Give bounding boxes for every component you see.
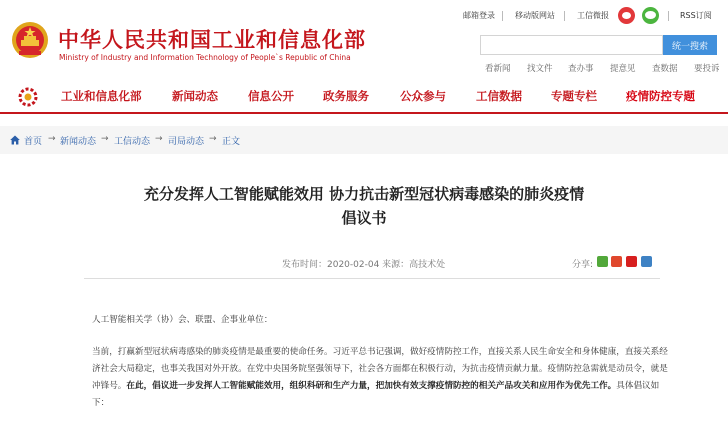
rss-link[interactable]: RSS订阅: [680, 11, 712, 20]
paragraph-text: 当前，打赢新型冠状病毒感染的肺炎疫情是最重要的使命任务。习近平总书记强调，做好疫情防控工作，直接关系人民生命安全和身体健康，直接关系经济社会大局稳定，也事关我国对外开放。在党中央国务院坚强领导下，社会各方面都在积极行动，为抗击疫情贡献力量。疫情防控急需就是动员令，就是冲锋号。: [92, 347, 668, 391]
top-links: [450, 9, 728, 23]
quicklink-docs[interactable]: 找文件: [527, 64, 553, 74]
email-login-link[interactable]: 邮箱登录: [463, 11, 495, 20]
quicklink-complaint[interactable]: 要投诉: [694, 64, 720, 74]
quicklink-services[interactable]: 查办事: [568, 64, 594, 74]
site-title[interactable]: 中华人民共和国工业和信息化部: [58, 28, 366, 52]
breadcrumb-current: 正文: [222, 137, 241, 147]
site-header: [0, 0, 728, 78]
breadcrumb-sep: →: [101, 134, 109, 144]
wechat-share-icon[interactable]: [597, 256, 608, 267]
publish-info: 发布时间：2020-02-04 来源：高技术处: [282, 260, 446, 270]
nav-divider: [0, 112, 728, 114]
quicklink-feedback[interactable]: 提意见: [610, 64, 636, 74]
share-label: 分享:: [572, 260, 594, 270]
divider: [84, 278, 660, 279]
quicklink-data[interactable]: 查数据: [652, 64, 678, 74]
breadcrumb-sep: →: [209, 134, 217, 144]
breadcrumb: [0, 126, 728, 154]
breadcrumb-sep: →: [48, 134, 56, 144]
breadcrumb-news[interactable]: 新闻动态: [60, 137, 97, 147]
wechat-icon[interactable]: [642, 7, 659, 24]
weibo-share-icon[interactable]: [611, 256, 622, 267]
breadcrumb-home[interactable]: 首页: [24, 137, 43, 147]
nav-public-participation[interactable]: 公众参与: [400, 89, 446, 103]
main-nav: [0, 80, 728, 112]
paragraph-tail: 具体倡议如下：: [92, 381, 660, 408]
breadcrumb-miit-news[interactable]: 工信动态: [114, 137, 151, 147]
nav-data[interactable]: 工信数据: [476, 89, 522, 103]
paragraph-bold-text: 在此，倡议进一步发挥人工智能赋能效用，组织科研和生产力量，把加快有效支撑疫情防控的相关产品攻关和应用作为优先工作。: [126, 381, 617, 391]
quick-links: [480, 62, 728, 74]
article-title-line2: 倡议书: [341, 209, 387, 227]
nav-info-disclosure[interactable]: 信息公开: [248, 89, 294, 103]
divider: [564, 11, 565, 21]
quicklink-news[interactable]: 看新闻: [485, 64, 511, 74]
national-emblem-icon[interactable]: [11, 20, 49, 60]
nav-special-topics[interactable]: 专题专栏: [551, 89, 597, 103]
article-title: 充分发挥人工智能赋能效用 协力抗击新型冠状病毒感染的肺炎疫情: [143, 185, 585, 203]
nav-news[interactable]: 新闻动态: [172, 89, 218, 103]
pdf-share-icon[interactable]: [626, 256, 637, 267]
salutation: 人工智能相关学（协）会、联盟、企事业单位：: [92, 315, 273, 325]
qq-share-icon[interactable]: [641, 256, 652, 267]
weibo-icon[interactable]: [618, 7, 635, 24]
nav-epidemic-topic[interactable]: 疫情防控专题: [626, 89, 695, 103]
site-subtitle: Ministry of Industry and Information Technology of People`s Republic of China: [59, 53, 351, 62]
divider: [502, 11, 503, 21]
miit-logo-icon[interactable]: [18, 87, 38, 107]
mobile-site-link[interactable]: 移动版网站: [515, 11, 555, 20]
search-input[interactable]: [480, 35, 663, 55]
breadcrumb-sep: →: [155, 134, 163, 144]
nav-miit[interactable]: 工业和信息化部: [61, 89, 142, 103]
article-paragraph: [92, 344, 672, 412]
breadcrumb-bureau-news[interactable]: 司局动态: [168, 137, 205, 147]
home-icon: [10, 135, 20, 145]
nav-gov-services[interactable]: 政务服务: [323, 89, 369, 103]
wechat-news-link[interactable]: 工信微报: [577, 11, 609, 20]
divider: [668, 11, 669, 21]
search-button[interactable]: 统一搜索: [663, 35, 717, 55]
